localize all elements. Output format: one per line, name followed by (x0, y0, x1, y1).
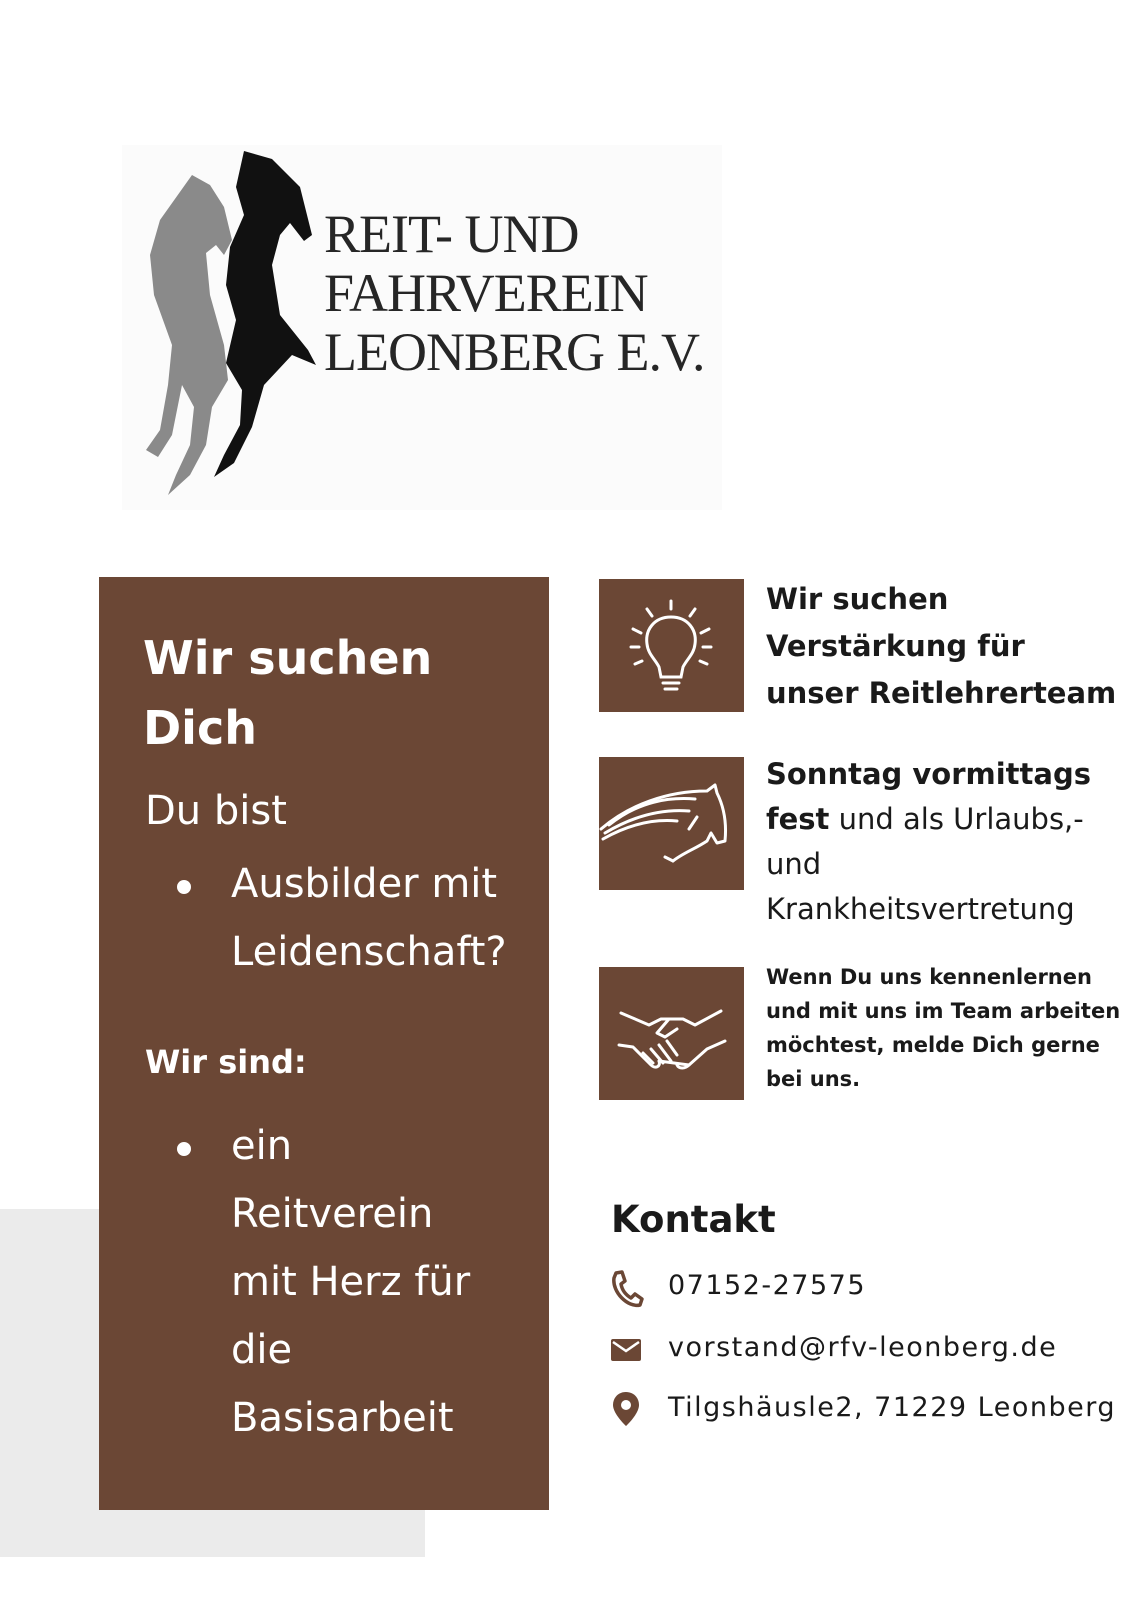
feature-sonntag (766, 752, 1091, 932)
feature2-line-3: und (766, 847, 822, 881)
feature3-line-4: bei uns. (766, 1067, 861, 1091)
feature2-bold-1: Sonntag vormittags (766, 757, 1091, 791)
bullet2-line-5: Basisarbeit (231, 1395, 454, 1441)
bullet1-line-2: Leidenschaft? (231, 929, 507, 975)
feature3-line-1: Wenn Du uns kennenlernen (766, 965, 1092, 989)
left-info-panel (99, 577, 549, 1510)
horses-logo-icon (132, 145, 332, 510)
bullet2-line-4: die (231, 1327, 293, 1373)
heading-line-1: Wir suchen (143, 631, 433, 685)
feature2-line-1 (766, 752, 1091, 797)
contact-heading: Kontakt (611, 1198, 776, 1241)
mail-icon (608, 1336, 644, 1364)
handshake-icon (599, 967, 744, 1100)
contact-address: Tilgshäusle2, 71229 Leonberg (668, 1392, 1116, 1423)
phone-icon (608, 1270, 644, 1308)
heading-line-2: Dich (143, 701, 257, 755)
wir-sind-label: Wir sind: (145, 1043, 307, 1081)
feature1-line-3: unser Reitlehrerteam (766, 676, 1117, 710)
feature-reitlehrerteam (766, 576, 1116, 717)
logo-line-3: LEONBERG E.V. (324, 322, 705, 382)
lightbulb-icon-box (599, 579, 744, 712)
feature-kennenlernen (766, 960, 1120, 1096)
contact-email[interactable]: vorstand@rfv-leonberg.de (668, 1332, 1058, 1363)
bullet1-line-1: Ausbilder mit (231, 861, 498, 907)
feature1-line-2: Verstärkung für (766, 629, 1025, 663)
contact-phone[interactable]: 07152-27575 (668, 1270, 867, 1301)
logo-text (324, 205, 705, 382)
bullet-dot (177, 880, 191, 894)
feature2-line-4: Krankheitsvertretung (766, 892, 1075, 926)
feature2-line-2 (766, 797, 1091, 842)
panel-heading (143, 623, 432, 763)
bullet2-line-2: Reitverein (231, 1191, 434, 1237)
feature2-bold-2: fest (766, 802, 830, 836)
logo-line-2: FAHRVEREIN (324, 263, 648, 323)
club-logo (122, 145, 722, 510)
feature3-line-2: und mit uns im Team arbeiten (766, 999, 1121, 1023)
logo-line-1: REIT- UND (324, 204, 579, 264)
bullet-text (231, 850, 507, 986)
location-pin-icon (608, 1390, 644, 1428)
bullet-dot (177, 1142, 191, 1156)
du-bist-label: Du bist (145, 788, 287, 834)
feature1-line-1: Wir suchen (766, 582, 949, 616)
feature2-rest: und als Urlaubs,- (829, 802, 1084, 836)
feature3-line-3: möchtest, melde Dich gerne (766, 1033, 1100, 1057)
bullet2-line-3: mit Herz für (231, 1259, 471, 1305)
handshake-icon-box (599, 967, 744, 1100)
bullet-text (231, 1112, 470, 1452)
lightbulb-icon (599, 579, 744, 712)
horse-icon-box (599, 757, 744, 890)
horse-head-icon (599, 757, 744, 890)
bullet2-line-1: ein (231, 1123, 293, 1169)
